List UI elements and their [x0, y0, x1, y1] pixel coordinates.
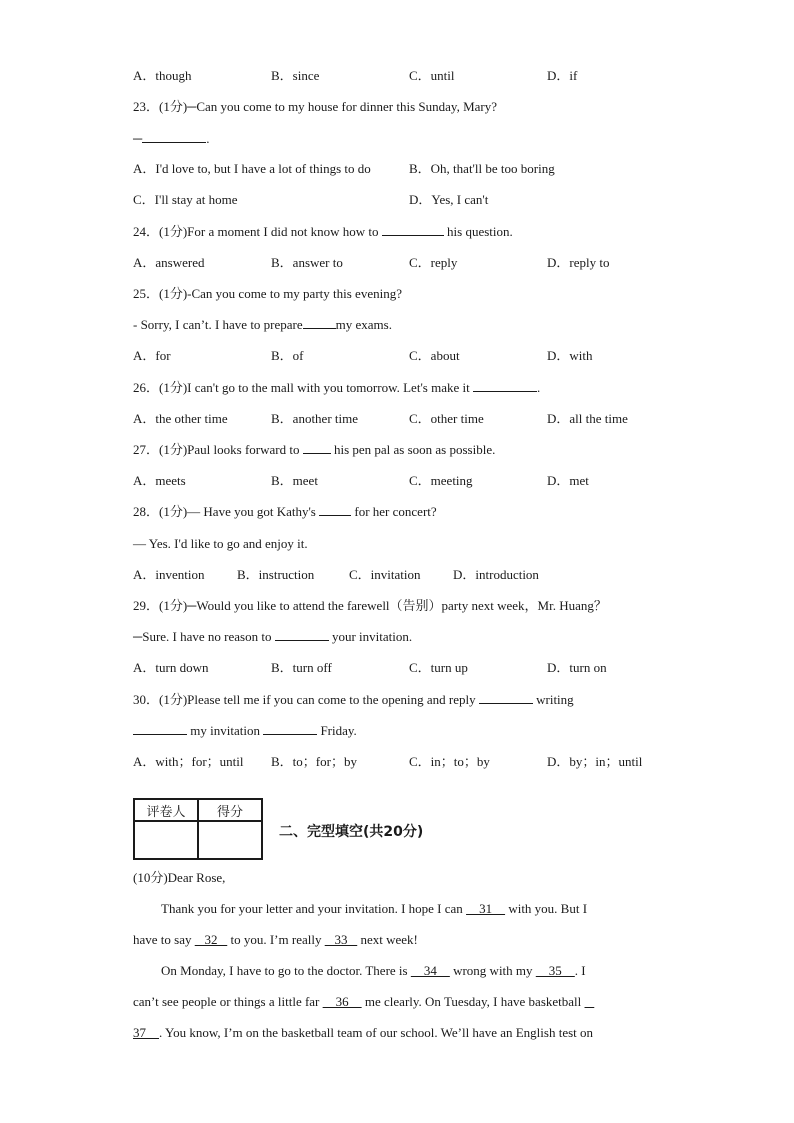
q30-stem-line2 [133, 722, 357, 740]
q29-blank [275, 628, 329, 641]
q28-stem [133, 503, 437, 521]
q23-stem: 23．(1分)─Can you come to my house for dinner this Sunday, Mary? [133, 99, 498, 114]
passage-line-3 [161, 962, 586, 980]
q27-option-b[interactable]: B．meet [271, 473, 318, 488]
q25-stem: 25．(1分)-Can you come to my party this evening? [133, 286, 402, 301]
q30-line2-after: Friday. [317, 723, 357, 738]
q29-option-d[interactable]: D．turn on [547, 660, 607, 675]
grader-header: 评卷人 [134, 799, 198, 821]
passage-intro: (10分)Dear Rose, [133, 870, 226, 885]
q24-stem [133, 223, 513, 241]
q26-option-c[interactable]: C．other time [409, 411, 484, 426]
q24-blank [382, 223, 444, 236]
passage-text: wrong with my [449, 963, 536, 978]
q25-option-c[interactable]: C．about [409, 348, 460, 363]
blank-37: 37 [133, 1025, 159, 1040]
q26-blank [473, 379, 537, 392]
blank-35: 35 [535, 963, 575, 978]
blank-34: 34 [410, 963, 450, 978]
q22-option-a[interactable]: A．though [133, 68, 192, 83]
q24-option-c[interactable]: C．reply [409, 255, 458, 270]
passage-text: can’t see people or things a little far [133, 994, 323, 1009]
q24-stem-before: 24．(1分)For a moment I did not know how to [133, 224, 382, 239]
passage-text: me clearly. On Tuesday, I have basketball [361, 994, 585, 1009]
blank-31: 31 [466, 901, 506, 916]
q27-option-c[interactable]: C．meeting [409, 473, 473, 488]
q25-option-b[interactable]: B．of [271, 348, 304, 363]
q28-option-b[interactable]: B．instruction [237, 567, 315, 582]
q30-stem-after: writing [532, 692, 574, 707]
passage-text: . You know, I’m on the basketball team of our school. We’ll have an English test on [159, 1025, 594, 1040]
q29-stem: 29．(1分)─Would you like to attend the farewell（告别）party next week，Mr. Huang？ [133, 598, 607, 613]
q23-reply-suffix: . [206, 131, 210, 146]
q23-option-d[interactable]: D．Yes, I can't [409, 192, 489, 207]
score-table [133, 798, 263, 860]
blank-36: 36 [322, 994, 362, 1009]
q27-option-d[interactable]: D．met [547, 473, 589, 488]
q24-option-a[interactable]: A．answered [133, 255, 205, 270]
q27-stem-after: his pen pal as soon as possible. [330, 442, 496, 457]
q25-reply-before: - Sorry, I can’t. I have to prepare [133, 317, 303, 332]
blank-33: 33 [324, 932, 358, 947]
passage-line-5 [133, 1024, 593, 1042]
q28-option-a[interactable]: A．invention [133, 567, 205, 582]
q28-option-c[interactable]: C．invitation [349, 567, 421, 582]
q23-option-b[interactable]: B．Oh, that'll be too boring [409, 161, 555, 176]
q29-reply-before: ─Sure. I have no reason to [133, 629, 275, 644]
passage-text: with you. But I [505, 901, 588, 916]
q23-blank [142, 130, 206, 143]
q24-option-d[interactable]: D．reply to [547, 255, 610, 270]
q26-option-b[interactable]: B．another time [271, 411, 359, 426]
q29-reply [133, 628, 412, 646]
q28-stem-before: 28．(1分)— Have you got Kathy's [133, 504, 320, 519]
q25-blank [303, 316, 336, 329]
q27-stem-before: 27．(1分)Paul looks forward to [133, 442, 303, 457]
q30-blank-2 [133, 722, 187, 735]
q26-stem-after: . [536, 380, 541, 395]
q25-reply [133, 316, 392, 334]
q30-line2-mid: my invitation [187, 723, 264, 738]
score-cell[interactable] [198, 821, 262, 859]
q28-reply: — Yes. I'd like to go and enjoy it. [133, 536, 308, 551]
q27-stem [133, 441, 495, 459]
q25-option-a[interactable]: A．for [133, 348, 171, 363]
passage-line-4 [133, 993, 594, 1011]
section-title: 二、完型填空(共20分) [279, 824, 424, 840]
q30-blank-3 [263, 722, 317, 735]
q29-option-c[interactable]: C．turn up [409, 660, 468, 675]
blank-32: 32 [194, 932, 228, 947]
q29-option-a[interactable]: A．turn down [133, 660, 209, 675]
q26-option-d[interactable]: D．all the time [547, 411, 628, 426]
q23-option-a[interactable]: A．I'd love to, but I have a lot of things to do [133, 161, 371, 176]
q26-stem [133, 379, 540, 397]
q23-reply [133, 130, 209, 148]
q28-blank [319, 503, 351, 516]
q22-option-d[interactable]: D．if [547, 68, 578, 83]
q30-blank-1 [479, 691, 533, 704]
q24-option-b[interactable]: B．answer to [271, 255, 343, 270]
q29-option-b[interactable]: B．turn off [271, 660, 332, 675]
q26-stem-before: 26．(1分)I can't go to the mall with you tomorrow. Let's make it [133, 380, 473, 395]
passage-text: next week! [357, 932, 418, 947]
q28-option-d[interactable]: D．introduction [453, 567, 539, 582]
q30-option-c[interactable]: C．in；to；by [409, 754, 490, 769]
q23-reply-prefix: ─ [133, 131, 143, 146]
q26-option-a[interactable]: A．the other time [133, 411, 228, 426]
q25-option-d[interactable]: D．with [547, 348, 593, 363]
passage-text: have to say [133, 932, 195, 947]
q24-stem-after: his question. [443, 224, 513, 239]
q28-stem-after: for her concert? [351, 504, 437, 519]
q30-option-b[interactable]: B．to；for；by [271, 754, 357, 769]
q23-option-c[interactable]: C．I'll stay at home [133, 192, 238, 207]
q30-stem-before: 30．(1分)Please tell me if you can come to the opening and reply [133, 692, 479, 707]
score-header: 得分 [198, 799, 262, 821]
passage-text: Thank you for your letter and your invitation. I hope I can [161, 901, 467, 916]
passage-text: . I [574, 963, 586, 978]
passage-text: On Monday, I have to go to the doctor. There is [161, 963, 411, 978]
passage-line-2 [133, 931, 418, 949]
q29-reply-after: your invitation. [328, 629, 413, 644]
grader-cell[interactable] [134, 821, 198, 859]
q27-blank [303, 441, 331, 454]
blank-37-start [585, 994, 595, 1009]
q30-option-a[interactable]: A．with；for；until [133, 754, 244, 769]
q27-option-a[interactable]: A．meets [133, 473, 186, 488]
q22-option-c[interactable]: C．until [409, 68, 455, 83]
q22-option-b[interactable]: B．since [271, 68, 320, 83]
q30-option-d[interactable]: D．by；in；until [547, 754, 643, 769]
passage-text: to you. I’m really [227, 932, 325, 947]
q30-stem [133, 691, 574, 709]
passage-line-1 [161, 900, 587, 918]
q25-reply-after: my exams. [335, 317, 392, 332]
